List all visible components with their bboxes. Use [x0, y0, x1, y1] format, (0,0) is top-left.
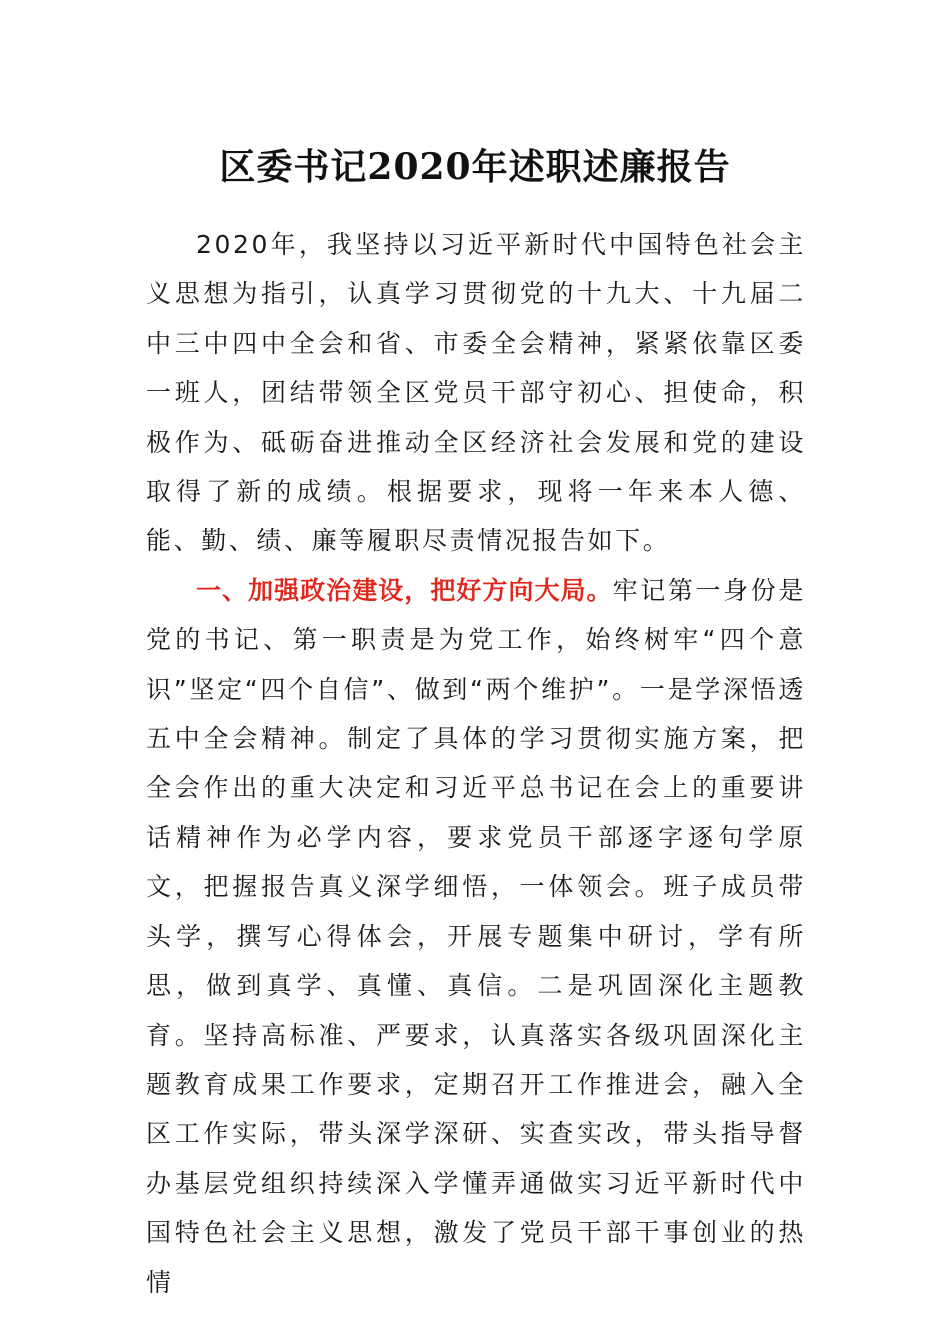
section-one-heading: 一、加强政治建设，把好方向大局。: [196, 575, 613, 605]
intro-paragraph: [146, 220, 806, 566]
section-one-paragraph: [146, 566, 806, 1307]
document-body: [146, 220, 806, 1307]
document-title: 区委书记2020年述职述廉报告: [219, 146, 731, 188]
section-one-text: 牢记第一身份是党的书记、第一职责是为党工作，始终树牢“四个意识”坚定“四个自信”、做到“两个维护”。一是学深悟透五中全会精神。制定了具体的学习贯彻实施方案，把全会作出的重大决定和习近平总书记在会上的重要讲话精神作为必学内容，要求党员干部逐字逐句学原文，把握报告真义深学细悟，一体领会。班子成员带头学，撰写心得体会，开展专题集中研讨，学有所思，做到真学、真懂、真信。二是巩固深化主题教育。坚持高标准、严要求，认真落实各级巩固深化主题教育成果工作要求，定期召开工作推进会，融入全区工作实际，带头深学深研、实查实改，带头指导督办基层党组织持续深入学懂弄通做实习近平新时代中国特色社会主义思想，激发了党员干部干事创业的热情: [146, 575, 806, 1297]
intro-paragraph-text: 2020年，我坚持以习近平新时代中国特色社会主义思想为指引，认真学习贯彻党的十九大、十九届二中三中四中全会和省、市委全会精神，紧紧依靠区委一班人，团结带领全区党员干部守初心、担使命，积极作为、砥砺奋进推动全区经济社会发展和党的建设取得了新的成绩。根据要求，现将一年来本人德、能、勤、绩、廉等履职尽责情况报告如下。: [146, 230, 806, 556]
